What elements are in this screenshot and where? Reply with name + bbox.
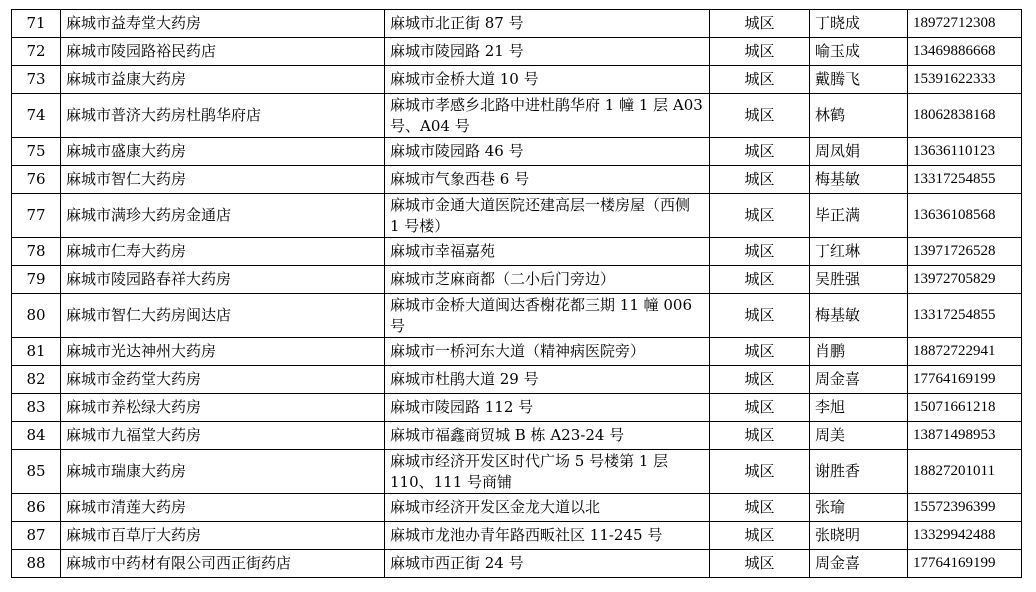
- contact-person: 丁红琳: [810, 238, 908, 266]
- pharmacy-name: 麻城市满珍大药房金通店: [61, 194, 385, 238]
- table-row: [12, 338, 1022, 366]
- contact-phone: 17764169199: [908, 366, 1022, 394]
- pharmacy-address: 麻城市陵园路 112 号: [385, 394, 710, 422]
- contact-phone: 18062838168: [908, 94, 1022, 138]
- contact-phone: 15071661218: [908, 394, 1022, 422]
- table-row: [12, 194, 1022, 238]
- pharmacy-address: 麻城市芝麻商都（二小后门旁边）: [385, 266, 710, 294]
- table-row: [12, 266, 1022, 294]
- pharmacy-name: 麻城市九福堂大药房: [61, 422, 385, 450]
- contact-person: 周金喜: [810, 366, 908, 394]
- contact-person: 周金喜: [810, 550, 908, 578]
- contact-person: 肖鹏: [810, 338, 908, 366]
- contact-phone: 13972705829: [908, 266, 1022, 294]
- pharmacy-area: 城区: [710, 10, 810, 38]
- contact-person: 戴腾飞: [810, 66, 908, 94]
- contact-phone: 15391622333: [908, 66, 1022, 94]
- pharmacy-name: 麻城市普济大药房杜鹃华府店: [61, 94, 385, 138]
- pharmacy-address: 麻城市陵园路 21 号: [385, 38, 710, 66]
- contact-phone: 13636110123: [908, 138, 1022, 166]
- contact-phone: 13636108568: [908, 194, 1022, 238]
- row-number: 86: [12, 494, 61, 522]
- pharmacy-name: 麻城市瑞康大药房: [61, 450, 385, 494]
- table-row: [12, 366, 1022, 394]
- pharmacy-area: 城区: [710, 294, 810, 338]
- table-row: [12, 494, 1022, 522]
- row-number: 83: [12, 394, 61, 422]
- contact-person: 张瑜: [810, 494, 908, 522]
- pharmacy-area: 城区: [710, 66, 810, 94]
- pharmacy-address: 麻城市金通大道医院还建高层一楼房屋（西侧 1 号楼）: [385, 194, 710, 238]
- row-number: 82: [12, 366, 61, 394]
- table-row: [12, 38, 1022, 66]
- table-row: [12, 94, 1022, 138]
- pharmacy-name: 麻城市中药材有限公司西正街药店: [61, 550, 385, 578]
- pharmacy-name: 麻城市养松绿大药房: [61, 394, 385, 422]
- contact-person: 周美: [810, 422, 908, 450]
- pharmacy-address: 麻城市气象西巷 6 号: [385, 166, 710, 194]
- contact-person: 梅基敏: [810, 294, 908, 338]
- contact-phone: 18827201011: [908, 450, 1022, 494]
- table-row: [12, 422, 1022, 450]
- pharmacy-name: 麻城市益寿堂大药房: [61, 10, 385, 38]
- pharmacy-area: 城区: [710, 394, 810, 422]
- pharmacy-name: 麻城市光达神州大药房: [61, 338, 385, 366]
- pharmacy-address: 麻城市西正街 24 号: [385, 550, 710, 578]
- pharmacy-area: 城区: [710, 422, 810, 450]
- contact-person: 李旭: [810, 394, 908, 422]
- table-row: [12, 522, 1022, 550]
- contact-phone: 13871498953: [908, 422, 1022, 450]
- contact-person: 梅基敏: [810, 166, 908, 194]
- pharmacy-area: 城区: [710, 166, 810, 194]
- pharmacy-address: 麻城市北正街 87 号: [385, 10, 710, 38]
- contact-person: 周凤娟: [810, 138, 908, 166]
- pharmacy-area: 城区: [710, 94, 810, 138]
- row-number: 87: [12, 522, 61, 550]
- row-number: 71: [12, 10, 61, 38]
- contact-person: 喻玉成: [810, 38, 908, 66]
- table-row: [12, 550, 1022, 578]
- pharmacy-name: 麻城市智仁大药房: [61, 166, 385, 194]
- pharmacy-name: 麻城市智仁大药房闽达店: [61, 294, 385, 338]
- pharmacy-address: 麻城市孝感乡北路中进杜鹃华府 1 幢 1 层 A03 号、A04 号: [385, 94, 710, 138]
- row-number: 74: [12, 94, 61, 138]
- pharmacy-address: 麻城市经济开发区时代广场 5 号楼第 1 层 110、111 号商铺: [385, 450, 710, 494]
- row-number: 81: [12, 338, 61, 366]
- row-number: 79: [12, 266, 61, 294]
- pharmacy-name: 麻城市陵园路裕民药店: [61, 38, 385, 66]
- contact-phone: 13317254855: [908, 294, 1022, 338]
- contact-phone: 18872722941: [908, 338, 1022, 366]
- table-row: [12, 294, 1022, 338]
- pharmacy-name: 麻城市陵园路春祥大药房: [61, 266, 385, 294]
- pharmacy-name: 麻城市益康大药房: [61, 66, 385, 94]
- row-number: 80: [12, 294, 61, 338]
- contact-phone: 18972712308: [908, 10, 1022, 38]
- table-row: [12, 10, 1022, 38]
- pharmacy-area: 城区: [710, 238, 810, 266]
- pharmacy-name: 麻城市金药堂大药房: [61, 366, 385, 394]
- contact-person: 丁晓成: [810, 10, 908, 38]
- contact-phone: 17764169199: [908, 550, 1022, 578]
- table-row: [12, 450, 1022, 494]
- pharmacy-area: 城区: [710, 266, 810, 294]
- pharmacy-address: 麻城市幸福嘉苑: [385, 238, 710, 266]
- row-number: 88: [12, 550, 61, 578]
- pharmacy-name: 麻城市百草厅大药房: [61, 522, 385, 550]
- contact-phone: 13329942488: [908, 522, 1022, 550]
- pharmacy-area: 城区: [710, 522, 810, 550]
- pharmacy-area: 城区: [710, 194, 810, 238]
- contact-person: 吴胜强: [810, 266, 908, 294]
- pharmacy-name: 麻城市清莲大药房: [61, 494, 385, 522]
- pharmacy-name: 麻城市仁寿大药房: [61, 238, 385, 266]
- pharmacy-address: 麻城市经济开发区金龙大道以北: [385, 494, 710, 522]
- row-number: 76: [12, 166, 61, 194]
- pharmacy-address: 麻城市一桥河东大道（精神病医院旁）: [385, 338, 710, 366]
- contact-phone: 13317254855: [908, 166, 1022, 194]
- table-row: [12, 394, 1022, 422]
- pharmacy-area: 城区: [710, 338, 810, 366]
- row-number: 75: [12, 138, 61, 166]
- contact-phone: 13971726528: [908, 238, 1022, 266]
- row-number: 78: [12, 238, 61, 266]
- pharmacy-address: 麻城市金桥大道闽达香榭花都三期 11 幢 006 号: [385, 294, 710, 338]
- table-body: [12, 10, 1022, 578]
- row-number: 85: [12, 450, 61, 494]
- contact-phone: 15572396399: [908, 494, 1022, 522]
- table-row: [12, 138, 1022, 166]
- row-number: 73: [12, 66, 61, 94]
- pharmacy-table: [11, 9, 1022, 578]
- pharmacy-name: 麻城市盛康大药房: [61, 138, 385, 166]
- contact-person: 林鹤: [810, 94, 908, 138]
- row-number: 72: [12, 38, 61, 66]
- contact-person: 张晓明: [810, 522, 908, 550]
- pharmacy-address: 麻城市陵园路 46 号: [385, 138, 710, 166]
- pharmacy-address: 麻城市杜鹃大道 29 号: [385, 366, 710, 394]
- pharmacy-area: 城区: [710, 366, 810, 394]
- pharmacy-address: 麻城市福鑫商贸城 B 栋 A23-24 号: [385, 422, 710, 450]
- pharmacy-address: 麻城市龙池办青年路西畈社区 11-245 号: [385, 522, 710, 550]
- contact-person: 谢胜香: [810, 450, 908, 494]
- table-row: [12, 66, 1022, 94]
- row-number: 77: [12, 194, 61, 238]
- pharmacy-address: 麻城市金桥大道 10 号: [385, 66, 710, 94]
- pharmacy-area: 城区: [710, 450, 810, 494]
- pharmacy-area: 城区: [710, 494, 810, 522]
- table-row: [12, 238, 1022, 266]
- pharmacy-area: 城区: [710, 550, 810, 578]
- contact-person: 毕正满: [810, 194, 908, 238]
- pharmacy-area: 城区: [710, 138, 810, 166]
- contact-phone: 13469886668: [908, 38, 1022, 66]
- pharmacy-area: 城区: [710, 38, 810, 66]
- table-row: [12, 166, 1022, 194]
- row-number: 84: [12, 422, 61, 450]
